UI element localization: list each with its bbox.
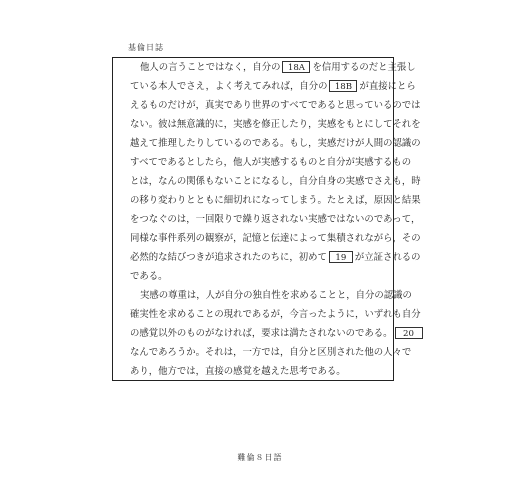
page-header: 基倫日誌 xyxy=(128,42,388,58)
passage-line: である。 xyxy=(130,271,168,282)
blank-19: 19 xyxy=(329,251,353,263)
passage-line: ない。彼は無意識的に，実感を修正したり，実感をもとにしてそれを xyxy=(130,119,421,130)
passage-line xyxy=(130,324,414,343)
passage-line: とは，なんの関係もないことになるし，自分自身の実感でさえも，時 xyxy=(130,176,421,187)
passage-line: 同様な事件系列の観察が，記憶と伝達によって集積されながら，その xyxy=(130,233,421,244)
passage-line: をつなぐのは，一回限りで繰り返されない実感ではないのであって， xyxy=(130,214,421,225)
passage-line: えるものだけが，真実であり世界のすべてであると思っているのでは xyxy=(130,100,421,111)
text-span: の感覚以外のものがなければ，要求は満たされないのである。 xyxy=(130,328,393,339)
text-span: 必然的な結びつきが追求されたのちに，初めて xyxy=(130,252,327,263)
passage-text xyxy=(130,58,421,381)
passage-line: 確実性を求めることの現れであるが，今言ったように，いずれも自分 xyxy=(130,309,421,320)
blank-18a: 18A xyxy=(282,61,310,73)
passage-line xyxy=(130,248,421,267)
passage-line: なんであろうか。それは，一方では，自分と区別された他の人々で xyxy=(130,347,412,358)
text-span: が直接にとら xyxy=(359,81,416,92)
text-span: を信用するのだと主張し xyxy=(312,62,416,73)
passage-line xyxy=(130,77,416,96)
passage-line: 実感の尊重は，人が自分の独自性を求めることと，自分の認識の xyxy=(140,290,412,301)
passage-line xyxy=(130,58,416,77)
page-footer: 難倫８日語 xyxy=(237,453,283,462)
text-span: 他人の言うことではなく，自分の xyxy=(140,62,281,73)
blank-20: 20 xyxy=(395,327,423,339)
passage-line: すべてであるとしたら，他人が実感するものと自分が実感するもの xyxy=(130,157,412,168)
passage-line: 越えて推理したりしているのである。もし，実感だけが人間の認識の xyxy=(130,138,421,149)
text-span: ている本人でさえ，よく考えてみれば，自分の xyxy=(130,81,328,92)
passage-line: あり，他方では，直接の感覚を越えた思考である。 xyxy=(130,366,346,377)
text-span: が立証されるの xyxy=(354,252,421,263)
blank-18b: 18B xyxy=(329,80,357,92)
passage-line: の移り変わりとともに細切れになってしまう。たとえば，原因と結果 xyxy=(130,195,421,206)
